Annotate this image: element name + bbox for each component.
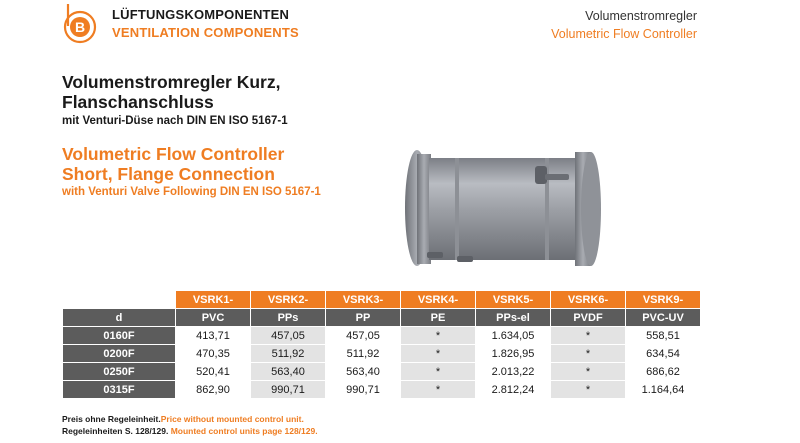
code-header: VSRK6- — [551, 291, 626, 309]
footnote-en: Price without mounted control unit. — [160, 414, 304, 424]
diameter-header: d — [63, 309, 176, 327]
material-header: PVC — [176, 309, 251, 327]
price-cell: 1.164,64 — [626, 381, 701, 399]
price-cell: 511,92 — [326, 345, 401, 363]
footnotes — [62, 414, 318, 437]
material-header: PP — [326, 309, 401, 327]
price-cell: 686,62 — [626, 363, 701, 381]
price-table — [62, 290, 701, 399]
product-title-de-line2: Flanschanschluss — [62, 92, 214, 112]
product-image — [395, 148, 615, 278]
category-de: Volumenstromregler — [585, 9, 697, 23]
price-cell: * — [401, 327, 476, 345]
price-cell: 563,40 — [326, 363, 401, 381]
material-header: PPs-el — [476, 309, 551, 327]
price-cell: 470,35 — [176, 345, 251, 363]
price-cell: 634,54 — [626, 345, 701, 363]
product-subtitle-de: mit Venturi-Düse nach DIN EN ISO 5167-1 — [62, 115, 288, 127]
product-title-en-line2: Short, Flange Connection — [62, 164, 275, 184]
product-title-de-line1: Volumenstromregler Kurz, — [62, 72, 281, 92]
price-cell: * — [551, 327, 626, 345]
code-header: VSRK1- — [176, 291, 251, 309]
brand-logo — [56, 2, 100, 46]
price-cell: * — [551, 363, 626, 381]
price-cell: 558,51 — [626, 327, 701, 345]
price-cell: 413,71 — [176, 327, 251, 345]
price-cell: 1.826,95 — [476, 345, 551, 363]
table-row — [63, 381, 701, 399]
price-cell: 457,05 — [326, 327, 401, 345]
price-cell: 990,71 — [326, 381, 401, 399]
price-cell: 2.013,22 — [476, 363, 551, 381]
size-cell: 0160F — [63, 327, 176, 345]
product-subtitle-en: with Venturi Valve Following DIN EN ISO 5167-1 — [62, 186, 321, 198]
size-cell: 0315F — [63, 381, 176, 399]
price-cell: * — [401, 363, 476, 381]
price-cell: 2.812,24 — [476, 381, 551, 399]
brand-name-en: VENTILATION COMPONENTS — [112, 25, 299, 40]
price-cell: 1.634,05 — [476, 327, 551, 345]
footnote-line — [62, 414, 318, 426]
code-header: VSRK5- — [476, 291, 551, 309]
footnote-en: Mounted control units page 128/129. — [170, 425, 318, 436]
table-row — [63, 327, 701, 345]
code-header: VSRK4- — [401, 291, 476, 309]
code-header: VSRK9- — [626, 291, 701, 309]
product-title-de — [62, 72, 280, 112]
price-cell: 457,05 — [251, 327, 326, 345]
table-row — [63, 363, 701, 381]
price-cell: * — [551, 381, 626, 399]
size-cell: 0200F — [63, 345, 176, 363]
brand-header — [112, 7, 299, 40]
price-cell: * — [551, 345, 626, 363]
svg-text:B: B — [74, 19, 86, 35]
table-corner — [63, 291, 176, 309]
material-header: PPs — [251, 309, 326, 327]
footnote-line — [62, 426, 318, 438]
price-cell: 511,92 — [251, 345, 326, 363]
price-cell: 862,90 — [176, 381, 251, 399]
price-cell: 563,40 — [251, 363, 326, 381]
table-row-codes — [63, 291, 701, 309]
footnote-de: Preis ohne Regeleinheit. — [62, 414, 161, 424]
product-title-en-line1: Volumetric Flow Controller — [62, 144, 285, 164]
code-header: VSRK3- — [326, 291, 401, 309]
table-row-materials — [63, 309, 701, 327]
material-header: PVDF — [551, 309, 626, 327]
category-en: Volumetric Flow Controller — [551, 27, 697, 41]
price-cell: * — [401, 381, 476, 399]
price-cell: 990,71 — [251, 381, 326, 399]
footnote-de: Regeleinheiten S. 128/129. — [62, 425, 169, 436]
price-cell: * — [401, 345, 476, 363]
product-title-en — [62, 144, 284, 184]
table-row — [63, 345, 701, 363]
size-cell: 0250F — [63, 363, 176, 381]
category-header — [551, 9, 697, 41]
code-header: VSRK2- — [251, 291, 326, 309]
brand-name-de: LÜFTUNGSKOMPONENTEN — [112, 7, 290, 22]
price-cell: 520,41 — [176, 363, 251, 381]
material-header: PE — [401, 309, 476, 327]
material-header: PVC-UV — [626, 309, 701, 327]
